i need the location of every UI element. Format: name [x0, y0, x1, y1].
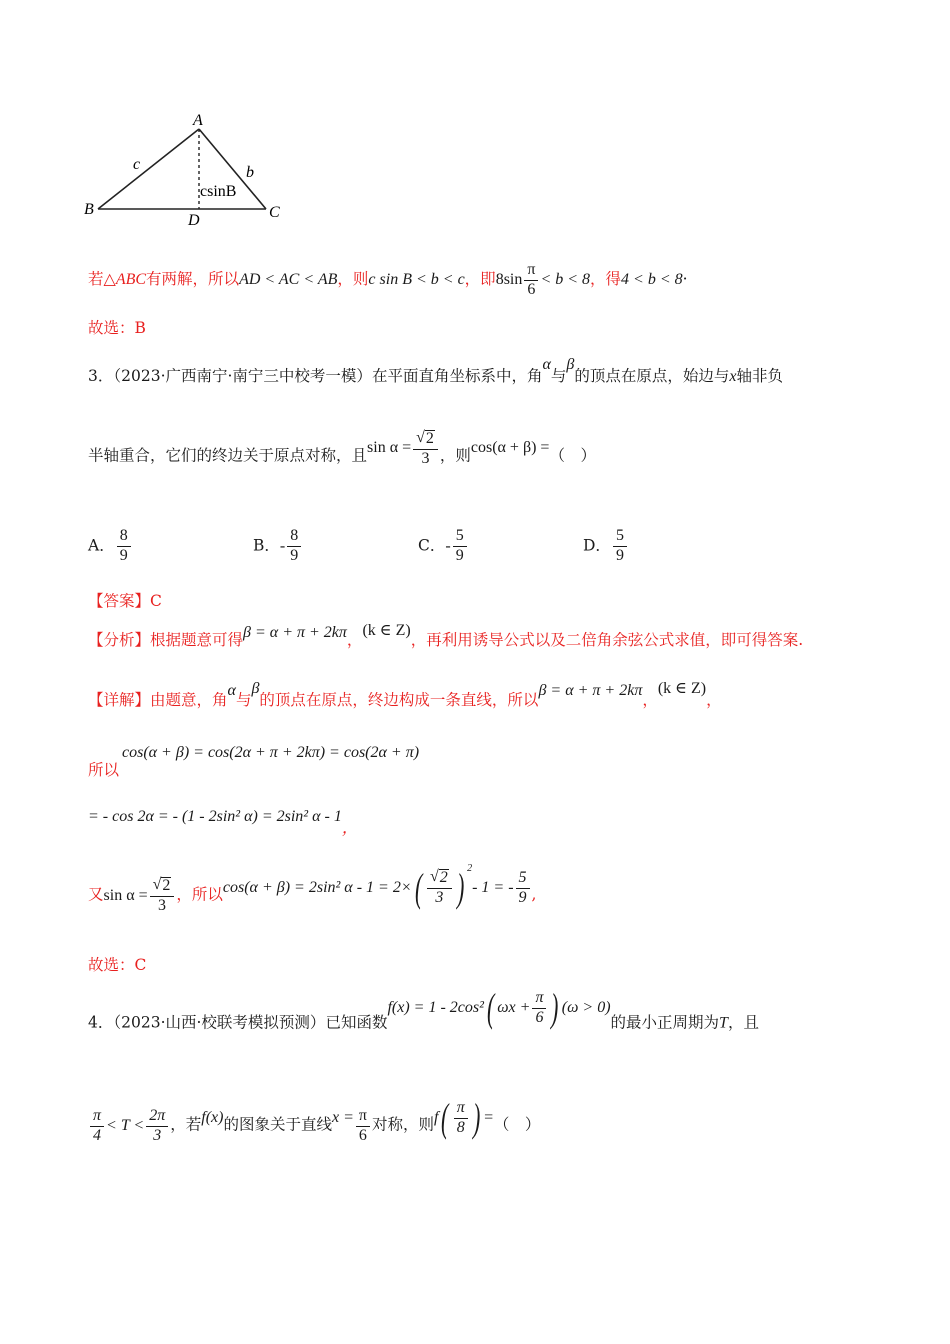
- q3-answer-tag: 【答案】C: [88, 592, 162, 610]
- label-side-c: c: [133, 156, 141, 173]
- q4-line1: 4．（2023·山西·校联考模拟预测）已知函数f(x) = 1 - 2cos²( ωx + $\frac{\pi}{6}$ ) (ω > 0)的最小正周期为T，且: [88, 985, 759, 1032]
- q3-option-d[interactable]: D． $\frac{5}{9}$: [583, 528, 629, 565]
- q3-line2: 半轴重合，它们的终边关于原点对称，且sin α = √ 2 3 ，则cos(α + β) =（ ）: [88, 429, 596, 467]
- q3-suoyi: 所以: [88, 761, 120, 779]
- label-d: D: [188, 212, 200, 229]
- q3-line1: 3．（2023·广西南宁·南宁三中校考一模）在平面直角坐标系中，角α与β的顶点在原点，始边与x轴非负: [88, 356, 783, 385]
- label-a: A: [193, 112, 203, 129]
- q3-final-answer: 故选：C: [88, 956, 147, 974]
- label-b-vertex: B: [84, 201, 94, 218]
- q3-eq2: = - cos 2α = - (1 - 2sin² α) = 2sin² α - 1，: [88, 808, 358, 837]
- p2-answer: 故选：B: [88, 319, 146, 337]
- q3-detail: 【详解】由题意，角α与β的顶点在原点，终边构成一条直线，所以β = α + π + 2kπ，(k ∈ Z)，: [88, 680, 722, 709]
- q3-eq3: 又sin α = √ 2 3 ，所以cos(α + β) = 2sin² α - 1 = 2×( √ 2 3 ) $^2$- 1 = - $\frac{5}{9}$ ,: [88, 863, 537, 914]
- q3-option-c[interactable]: C．- $\frac{5}{9}$: [418, 528, 469, 565]
- q3-eq1: cos(α + β) = cos(2α + π + 2kπ) = cos(2α + π): [122, 744, 420, 761]
- label-height: csinB: [200, 183, 237, 200]
- side-ba: [98, 129, 199, 209]
- label-c-vertex: C: [269, 204, 280, 221]
- q3-option-b[interactable]: B．- $\frac{8}{9}$: [253, 528, 303, 565]
- q3-analysis: 【分析】根据题意可得β = α + π + 2kπ，(k ∈ Z)，再利用诱导公式以及二倍角余弦公式求值，即可得答案.: [88, 622, 804, 649]
- p2-conclusion: 若△ABC有两解，所以AD < AC < AB，则c sin B < b < c，即8sin $\frac{\pi}{6}$ < b < 8，得4 < b < 8·: [88, 261, 688, 298]
- q4-line2: $\frac{\pi}{4}$ < T < $\frac{2\pi}{3}$ ，若f(x)的图象关于直线x = $\frac{\pi}{6}$ 对称，则f( $\frac{\pi}{8}$ ) =（ ）: [88, 1106, 540, 1146]
- label-side-b: b: [246, 164, 254, 181]
- q3-option-a[interactable]: A． $\frac{8}{9}$: [88, 528, 133, 565]
- triangle-figure: [80, 105, 300, 230]
